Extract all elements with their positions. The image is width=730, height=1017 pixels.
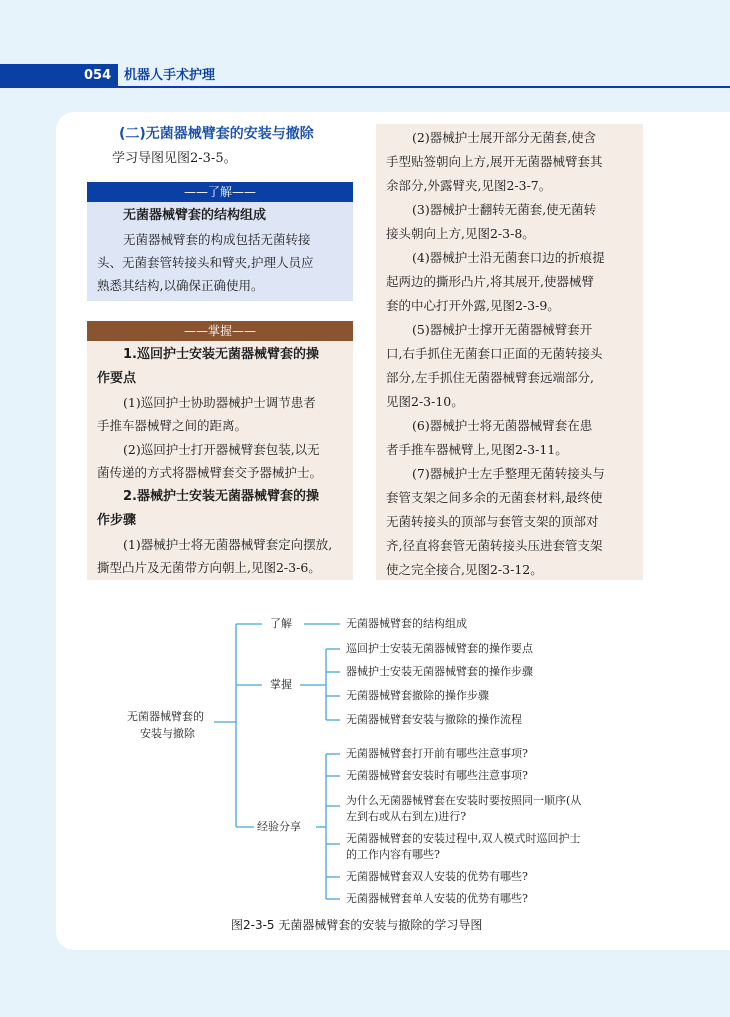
steps-line: (7)器械护士左手整理无菌转接头与 (412, 466, 605, 481)
zhangwo-heading: 作要点 (97, 371, 137, 386)
mindmap-leaf: 无菌器械臂套单人安装的优势有哪些? (346, 892, 528, 905)
mindmap-root: 无菌器械臂套的 (127, 710, 204, 723)
steps-line: 接头朝向上方,见图2-3-8。 (386, 226, 535, 241)
section-title: (二)无菌器械臂套的安装与撤除 (119, 126, 314, 142)
steps-line: (3)器械护士翻转无菌套,使无菌转 (412, 202, 597, 217)
zhangwo-line: 撕型凸片及无菌带方向朝上,见图2-3-6。 (97, 560, 321, 575)
liaojie-subtitle: 无菌器械臂套的结构组成 (123, 208, 267, 223)
mindmap-leaf: 无菌器械臂套安装时有哪些注意事项? (346, 769, 528, 782)
book-title: 机器人手术护理 (124, 68, 216, 83)
mindmap-leaf: 无菌器械臂套撤除的操作步骤 (346, 689, 489, 702)
steps-line: 口,右手抓住无菌套口正面的无菌转接头 (386, 346, 603, 361)
mindmap-root: 安装与撤除 (140, 727, 195, 740)
mindmap-branch-zhangwo: 掌握 (270, 678, 292, 691)
mindmap-leaf: 巡回护士安装无菌器械臂套的操作要点 (346, 642, 533, 655)
liaojie-line: 无菌器械臂套的构成包括无菌转接 (123, 232, 311, 247)
mindmap-leaf: 为什么无菌器械臂套在安装时要按照同一顺序(从 (346, 794, 582, 807)
zhangwo-heading: 作步骤 (97, 513, 137, 528)
mindmap-leaf: 无菌器械臂套安装与撤除的操作流程 (346, 713, 522, 726)
mindmap-leaf: 的工作内容有哪些? (346, 848, 440, 861)
steps-line: (2)器械护士展开部分无菌套,使含 (412, 130, 597, 145)
steps-line: 余部分,外露臂夹,见图2-3-7。 (386, 178, 552, 193)
mindmap-branch-jingyan: 经验分享 (257, 820, 301, 833)
mindmap-branch-liaojie: 了解 (270, 617, 292, 630)
mindmap-leaf: 左到右或从右到左)进行? (346, 810, 467, 823)
zhangwo-heading: 1.巡回护士安装无菌器械臂套的操 (123, 347, 319, 362)
steps-line: (5)器械护士撑开无菌器械臂套开 (412, 322, 593, 337)
zhangwo-line: (1)器械护士将无菌器械臂套定向摆放, (123, 537, 333, 552)
zhangwo-line: (2)巡回护士打开器械臂套包装,以无 (123, 442, 320, 457)
zhangwo-line: 菌传递的方式将器械臂套交予器械护士。 (97, 465, 323, 480)
mindmap-leaf: 器械护士安装无菌器械臂套的操作步骤 (346, 665, 533, 678)
zhangwo-heading: 2.器械护士安装无菌器械臂套的操 (123, 489, 319, 504)
steps-line: 部分,左手抓住无菌器械臂套远端部分, (386, 370, 594, 385)
mindmap-leaf: 无菌器械臂套打开前有哪些注意事项? (346, 747, 528, 760)
liaojie-bar: ——了解—— (87, 182, 353, 202)
section-intro: 学习导图见图2-3-5。 (112, 151, 237, 166)
mindmap-leaf: 无菌器械臂套双人安装的优势有哪些? (346, 870, 528, 883)
zhangwo-line: 手推车器械臂之间的距离。 (97, 418, 248, 433)
steps-line: 见图2-3-10。 (386, 394, 464, 409)
steps-line: 手型贴签朝向上方,展开无菌器械臂套其 (386, 154, 603, 169)
mindmap-leaf: 无菌器械臂套的安装过程中,双人模式时巡回护士 (346, 832, 581, 845)
steps-line: 使之完全接合,见图2-3-12。 (386, 562, 543, 577)
liaojie-line: 熟悉其结构,以确保正确使用。 (97, 278, 264, 293)
zhangwo-bar: ——掌握—— (87, 321, 353, 341)
steps-line: 套管支架之间多余的无菌套材料,最终使 (386, 490, 603, 505)
steps-line: 套的中心打开外露,见图2-3-9。 (386, 298, 560, 313)
page-number: 054 (84, 68, 112, 83)
steps-line: 者手推车器械臂上,见图2-3-11。 (386, 442, 568, 457)
steps-line: 起两边的撕形凸片,将其展开,使器械臂 (386, 274, 594, 289)
steps-line: 无菌转接头的顶部与套管支架的顶部对 (386, 514, 599, 529)
liaojie-line: 头、无菌套管转接头和臂夹,护理人员应 (97, 255, 314, 270)
zhangwo-line: (1)巡回护士协助器械护士调节患者 (123, 395, 316, 410)
steps-line: 齐,径直将套管无菌转接头压进套管支架 (386, 538, 603, 553)
mindmap-leaf: 无菌器械臂套的结构组成 (346, 617, 467, 630)
figure-caption: 图2-3-5 无菌器械臂套的安装与撤除的学习导图 (231, 918, 483, 932)
steps-line: (6)器械护士将无菌器械臂套在患 (412, 418, 593, 433)
steps-line: (4)器械护士沿无菌套口边的折痕提 (412, 250, 605, 265)
